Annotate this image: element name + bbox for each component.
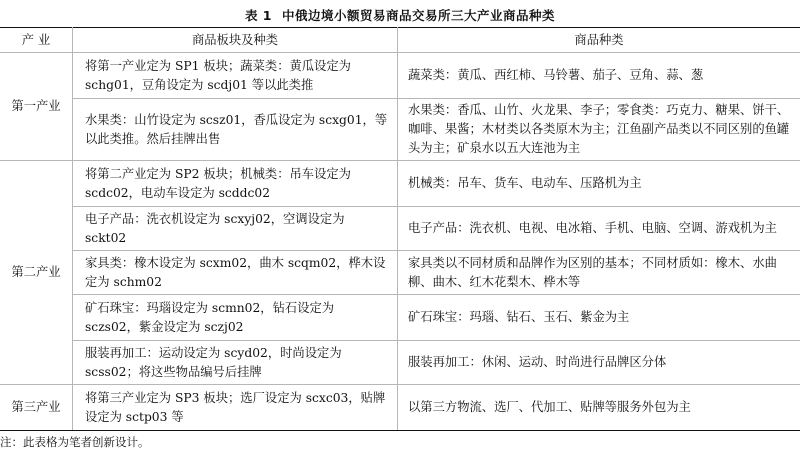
kinds-cell: 机械类：吊车、货车、电动车、压路机为主	[398, 161, 800, 207]
header-row	[0, 28, 800, 53]
block-cell: 家具类：橡木设定为 scxm02，曲木 scqm02，桦木设定为 schm02	[73, 251, 398, 295]
kinds-cell: 蔬菜类：黄瓜、西红柿、马铃薯、茄子、豆角、蒜、葱	[398, 53, 800, 99]
table-row	[0, 53, 800, 99]
table-row	[0, 341, 800, 385]
block-cell: 将第一产业定为 SP1 板块；蔬菜类：黄瓜设定为 schg01，豆角设定为 scdj01 等以此类推	[73, 53, 398, 99]
block-cell: 将第三产业定为 SP3 板块；选厂设定为 scxc03，贴牌设定为 sctp03 等	[73, 385, 398, 431]
kinds-cell: 矿石珠宝：玛瑙、钻石、玉石、紫金为主	[398, 295, 800, 341]
table-row	[0, 161, 800, 207]
caption-label: 表 1	[244, 8, 273, 23]
block-cell: 矿石珠宝：玛瑙设定为 scmn02，钻石设定为 sczs02，紫金设定为 sczj02	[73, 295, 398, 341]
industry-cell-primary: 第一产业	[0, 53, 73, 161]
table-caption	[0, 6, 800, 24]
table-row	[0, 99, 800, 161]
header-kinds: 商品种类	[398, 28, 800, 53]
kinds-cell: 电子产品：洗衣机、电视、电冰箱、手机、电脑、空调、游戏机为主	[398, 207, 800, 251]
block-cell: 服装再加工：运动设定为 scyd02，时尚设定为 scss02；将这些物品编号后挂牌	[73, 341, 398, 385]
industry-cell-tertiary: 第三产业	[0, 385, 73, 431]
kinds-cell: 水果类：香瓜、山竹、火龙果、李子；零食类：巧克力、糖果、饼干、咖啡、果酱；木材类以各类原木为主；江鱼副产品类以不同区别的鱼罐头为主；矿泉水以五大连池为主	[398, 99, 800, 161]
table-row	[0, 251, 800, 295]
kinds-cell: 家具类以不同材质和品牌作为区别的基本；不同材质如：橡木、水曲柳、曲木、红木花梨木、桦木等	[398, 251, 800, 295]
block-cell: 水果类：山竹设定为 scsz01，香瓜设定为 scxg01，等以此类推。然后挂牌出售	[73, 99, 398, 161]
kinds-cell: 服装再加工：休闲、运动、时尚进行品牌区分体	[398, 341, 800, 385]
commodity-table	[0, 27, 800, 431]
table-note: 注：此表格为笔者创新设计。	[0, 435, 150, 449]
industry-cell-secondary: 第二产业	[0, 161, 73, 385]
block-cell: 将第二产业定为 SP2 板块；机械类：吊车设定为 scdc02，电动车设定为 scddc02	[73, 161, 398, 207]
header-industry: 产 业	[0, 28, 73, 53]
table-row	[0, 385, 800, 431]
table-row	[0, 207, 800, 251]
table-row	[0, 295, 800, 341]
caption-title: 中俄边境小额贸易商品交易所三大产业商品种类	[282, 8, 556, 23]
block-cell: 电子产品：洗衣机设定为 scxyj02，空调设定为 sckt02	[73, 207, 398, 251]
kinds-cell: 以第三方物流、选厂、代加工、贴牌等服务外包为主	[398, 385, 800, 431]
header-block: 商品板块及种类	[73, 28, 398, 53]
